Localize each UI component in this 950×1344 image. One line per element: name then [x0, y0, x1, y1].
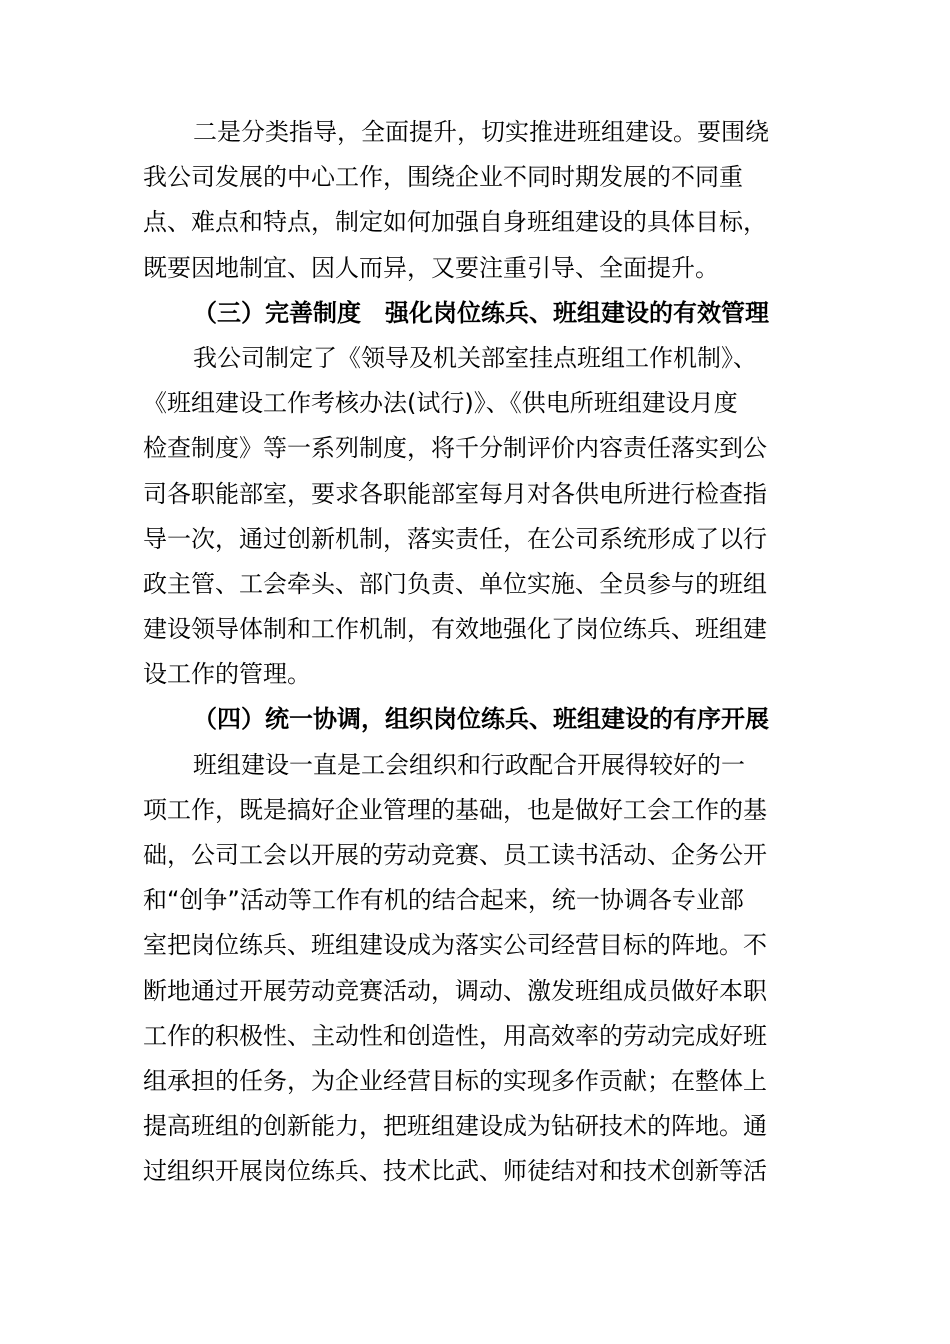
body-text-line: 断地通过开展劳动竞赛活动，调动、激发班组成员做好本职 — [143, 976, 767, 1005]
body-text-line: 点、难点和特点，制定如何加强自身班组建设的具体目标， — [143, 208, 767, 237]
body-text-line: 检查制度》等一系列制度，将千分制评价内容责任落实到公 — [143, 434, 767, 463]
body-text-line: 我公司发展的中心工作，围绕企业不同时期发展的不同重 — [143, 163, 743, 192]
body-text-line: 设工作的管理。 — [143, 660, 311, 689]
body-text-line: 导一次，通过创新机制，落实责任，在公司系统形成了以行 — [143, 524, 767, 553]
body-text-line: 提高班组的创新能力，把班组建设成为钻研技术的阵地。通 — [143, 1112, 767, 1141]
body-text-line: 室把岗位练兵、班组建设成为落实公司经营目标的阵地。不 — [143, 931, 767, 960]
paragraph-first-line: 我公司制定了《领导及机关部室挂点班组工作机制》、 — [193, 343, 757, 372]
body-text-line: 项工作，既是搞好企业管理的基础，也是做好工会工作的基 — [143, 795, 767, 824]
body-text-line: 既要因地制宜、因人而异，又要注重引导、全面提升。 — [143, 253, 719, 282]
body-text-line: 《班组建设工作考核办法(试行)》、《供电所班组建设月度 — [143, 389, 738, 418]
body-text-line: 和“创争”活动等工作有机的结合起来，统一协调各专业部 — [143, 886, 744, 915]
body-text-line: 过组织开展岗位练兵、技术比武、师徒结对和技术创新等活 — [143, 1157, 767, 1186]
body-text-line: 司各职能部室，要求各职能部室每月对各供电所进行检查指 — [143, 479, 767, 508]
body-text-line: 组承担的任务，为企业经营目标的实现多作贡献；在整体上 — [143, 1066, 767, 1095]
section-heading: （四）统一协调，组织岗位练兵、班组建设的有序开展 — [193, 705, 769, 734]
document-body — [143, 110, 843, 1195]
paragraph-first-line: 二是分类指导，全面提升，切实推进班组建设。要围绕 — [193, 118, 769, 146]
body-text-line: 建设领导体制和工作机制，有效地强化了岗位练兵、班组建 — [143, 615, 767, 644]
body-text-line: 础，公司工会以开展的劳动竞赛、员工读书活动、企务公开 — [143, 841, 767, 869]
paragraph-first-line: 班组建设一直是工会组织和行政配合开展得较好的一 — [193, 750, 745, 779]
body-text-line: 工作的积极性、主动性和创造性，用高效率的劳动完成好班 — [143, 1021, 767, 1050]
section-heading: （三）完善制度 强化岗位练兵、班组建设的有效管理 — [193, 298, 769, 327]
body-text-line: 政主管、工会牵头、部门负责、单位实施、全员参与的班组 — [143, 569, 767, 598]
